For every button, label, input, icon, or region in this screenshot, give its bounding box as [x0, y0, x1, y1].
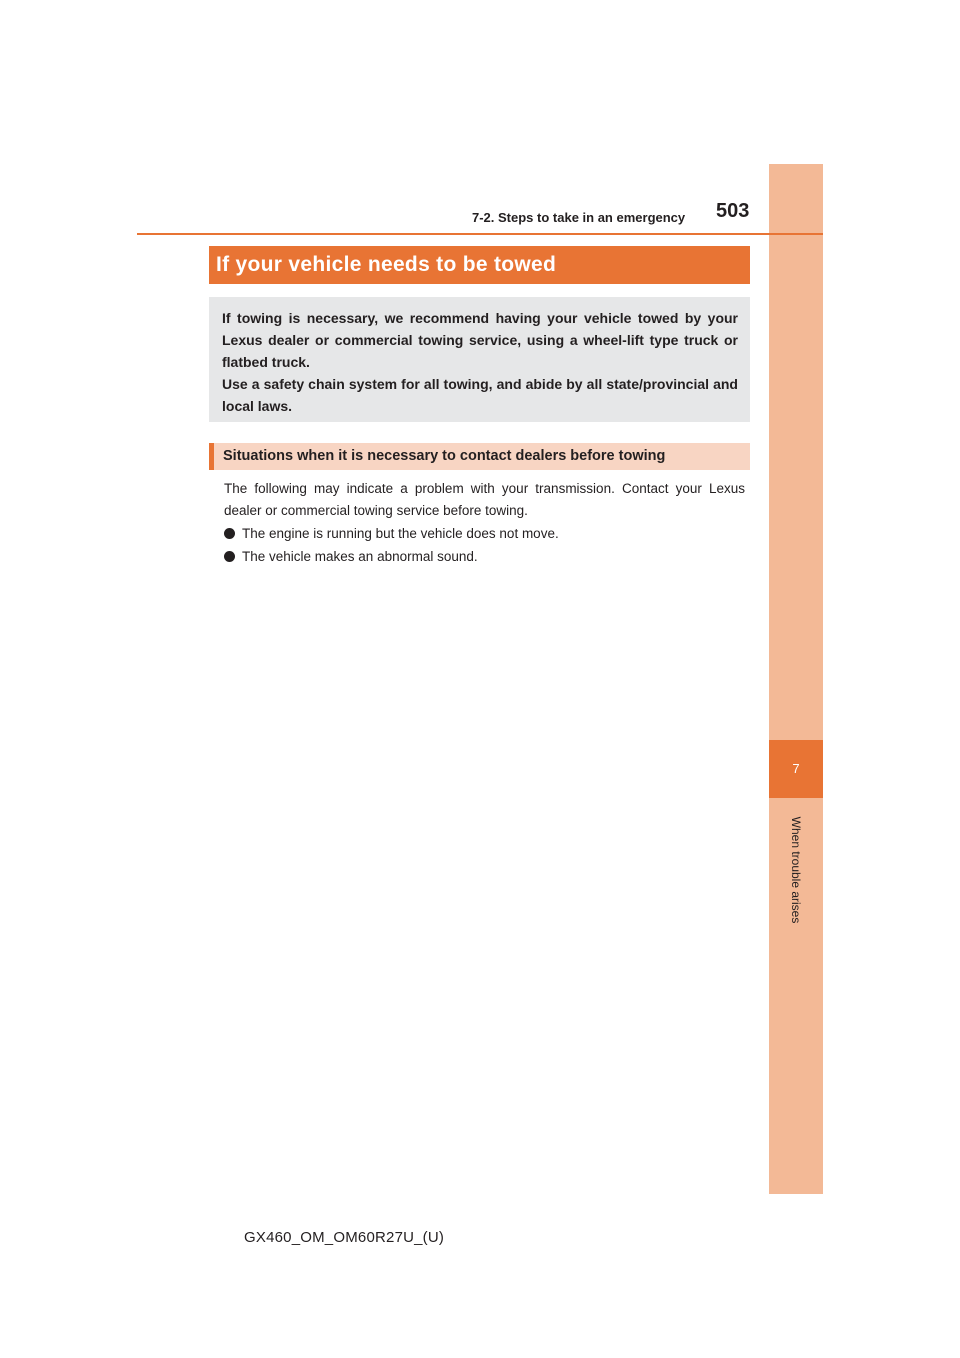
list-item-text: The vehicle makes an abnormal sound.: [242, 549, 478, 564]
body-paragraph: The following may indicate a problem with your transmission. Contact your Lexus dealer or commercial towing service before towing.: [224, 481, 745, 518]
section-title: 7-2. Steps to take in an emergency: [472, 210, 686, 225]
main-heading-bar: [209, 246, 750, 284]
subheading-bar: [209, 443, 750, 470]
subheading-accent: [209, 443, 214, 470]
subheading: Situations when it is necessary to contact dealers before towing: [223, 448, 666, 464]
bullet-icon: [224, 551, 235, 562]
page-number: 503: [716, 200, 750, 222]
document-code: GX460_OM_OM60R27U_(U): [244, 1229, 445, 1246]
bullet-icon: [224, 528, 235, 539]
main-heading: If your vehicle needs to be towed: [216, 253, 557, 276]
list-item: [224, 523, 559, 545]
header-divider: [137, 233, 823, 235]
chapter-title-label: When trouble arises: [789, 816, 803, 924]
intro-box: [209, 297, 750, 422]
chapter-number-tab: 7: [769, 740, 823, 798]
intro-paragraph: If towing is necessary, we recommend having your vehicle towed by your Lexus dealer or commercial towing service, using a wheel-lift type truck or flatbed truck.: [222, 310, 738, 370]
list-item: [224, 546, 478, 568]
list-item-text: The engine is running but the vehicle does not move.: [242, 526, 559, 541]
intro-paragraph: Use a safety chain system for all towing, and abide by all state/provincial and local laws.: [222, 376, 738, 414]
side-tab-strip: [769, 164, 823, 1194]
